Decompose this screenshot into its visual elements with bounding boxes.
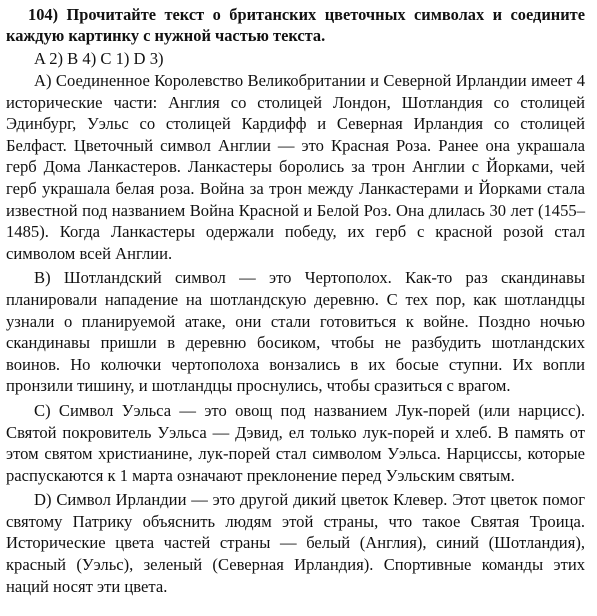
section-label: C) bbox=[34, 400, 51, 420]
section-b bbox=[6, 267, 585, 397]
section-label: D) bbox=[34, 490, 52, 510]
section-text: Символ Ирландии — это другой дикий цветок Клевер. Этот цветок помог святому Патрику объяснить людям этой страны, что такое Святая Троица. Исторические цвета частей страны — белый (Англия), синий (Шотландия), красный (Уэльс), зеленый (Северная Ирландия). Спортивные команды этих наций носят эти цвета. bbox=[6, 490, 585, 596]
answer-key: A 2) B 4) C 1) D 3) bbox=[34, 49, 164, 68]
exercise-heading bbox=[6, 4, 585, 46]
section-text: Символ Уэльса — это овощ под названием Лук-порей (или нарцисс). Святой покровитель Уэльса — Дэвид, ел только лук-порей и хлеб. В память от этом святом христианине, лук-порей стал символом Уэльса. Нарциссы, которые распускаются к 1 марта означают преклонение перед Уэльским святым. bbox=[6, 400, 585, 485]
section-a bbox=[6, 70, 585, 264]
section-text: Соединенное Королевство Великобритании и Северной Ирландии имеет 4 исторические части: Англия со столицей Лондон, Шотландия со столицей Эдинбург, Уэльс со столицей Кардифф и Северная Ирландия со столицей Белфаст. Цветочный символ Англии — это Красная Роза. Ранее она украшала герб Дома Ланкастеров. Ланкастеры боролись за трон Англии с Йорками, чей герб украшала белая роза. Война за трон между Ланкастерами и Йорками стала известной под названием Война Красной и Белой Роз. Она длилась 30 лет (1455–1485). Когда Ланкастеры одержали победу, их герб с красной розой стал символом всей Англии. bbox=[6, 71, 585, 263]
section-label: A) bbox=[34, 71, 52, 90]
section-d bbox=[6, 489, 585, 597]
exercise-instruction: Прочитайте текст о британских цветочных символах и соедините каждую картинку с нужной частью текста. bbox=[6, 5, 585, 45]
section-text: Шотландский символ — это Чертополох. Как-то раз скандинавы планировали нападение на шотландскую деревню. С тех пор, как шотландцы узнали о планируемой атаке, они стали готовиться к войне. Поздно ночью скандинавы пришли в деревню босиком, чтобы не разбудить шотландских воинов. Но колючки чертополоха вонзались в их босые ступни. Их вопли пронзили тишину, и шотландцы проснулись, чтобы сразиться с врагом. bbox=[6, 268, 586, 396]
section-label: B) bbox=[34, 268, 51, 288]
section-c bbox=[6, 400, 585, 486]
exercise-number: 104) bbox=[28, 5, 59, 24]
